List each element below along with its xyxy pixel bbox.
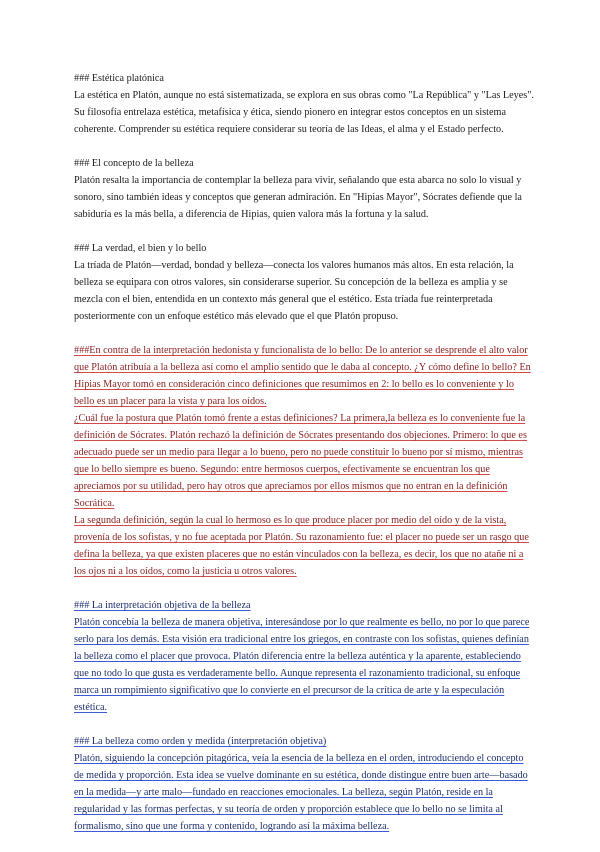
section-estetica-platonica xyxy=(74,70,534,138)
underlined-text: Platón concebía la belleza de manera objetiva, interesándose por lo que realmente es bello, no por lo que parece serlo para los demás. Esta visión era tradicional entre los griegos, en contraste con los sofistas, quienes definían la belleza como el placer que provoca. Platón diferencia entre la belleza auténtica y la aparente, estableciendo que no todo lo que gusta es verdaderamente bello. Aunque representa el razonamiento tradicional, su enfoque marca un rompimiento significativo que lo convierte en el precursor de la crítica de arte y la especulación estética. xyxy=(74,617,530,713)
section-heading: ### Estética platónica xyxy=(74,73,164,84)
section-interpretacion-hedonista xyxy=(74,342,534,580)
section-heading-underlined xyxy=(74,597,534,614)
section-paragraph-underlined xyxy=(74,750,534,835)
section-concepto-belleza xyxy=(74,155,534,223)
underlined-text: ### La belleza como orden y medida (interpretación objetiva) xyxy=(74,736,327,747)
section-paragraph: La estética en Platón, aunque no está sistematizada, se explora en sus obras como "La República" y "Las Leyes". Su filosofía entrelaza estética, metafísica y ética, siendo pionero en integrar estos conceptos en un sistema coherente. Comprender su estética requiere considerar su teoría de las Ideas, el alma y el Estado perfecto. xyxy=(74,90,534,135)
section-orden-medida xyxy=(74,733,534,835)
underlined-text: La segunda definición, según la cual lo hermoso es lo que produce placer por medio del oído y de la vista, provenía de los sofistas, y no fue aceptada por Platón. Su razonamiento fue: el placer no puede ser un rasgo que defina la belleza, ya que existen placeres que no están vinculados con la belleza, es decir, los que no atañe ni a los ojos ni a los oídos, como la justicia u otros valores. xyxy=(74,515,529,577)
section-heading: ### El concepto de la belleza xyxy=(74,158,194,169)
section-paragraph: Platón resalta la importancia de contemplar la belleza para vivir, señalando que esta abarca no solo lo visual y sonoro, sino también ideas y conceptos que generan admiración. En "Hipias Mayor", Sócrates defiende que la sabiduría es la más bella, a diferencia de Hipias, quien valora más la fortuna y la salud. xyxy=(74,175,522,220)
underlined-text: ¿Cuál fue la postura que Platón tomó frente a estas definiciones? La primera,la belleza es lo conveniente fue la definición de Sócrates. Platón rechazó la definición de Sócrates presentando dos objeciones. Primero: lo que es adecuado puede ser un medio para llegar a lo bueno, pero no puede constituir lo bueno por sí mismo, mientras que lo bello siempre es bueno. Segundo: entre hermosos cuerpos, efectivamente se encuentran los que apreciamos por su utilidad, pero hay otros que apreciamos por ellos mismos que no entran en la definición Socrática. xyxy=(74,413,527,509)
section-heading-underlined xyxy=(74,733,534,750)
section-interpretacion-objetiva xyxy=(74,597,534,716)
section-paragraph-underlined xyxy=(74,410,534,512)
document-page xyxy=(74,70,534,852)
section-heading: ### La verdad, el bien y lo bello xyxy=(74,243,207,254)
section-paragraph-underlined xyxy=(74,512,534,580)
section-paragraph: La tríada de Platón—verdad, bondad y belleza—conecta los valores humanos más altos. En esta relación, la belleza se equipara con otros valores, sin considerarse superior. Su concepción de la belleza es amplia y se mezcla con el bien, entendida en un contexto más general que el estético. Esta tríada fue reinterpretada posteriormente con un enfoque estético más elevado que el que Platón propuso. xyxy=(74,260,514,322)
section-paragraph-underlined xyxy=(74,342,534,410)
underlined-text: ### La interpretación objetiva de la belleza xyxy=(74,600,251,611)
section-paragraph-underlined xyxy=(74,614,534,716)
underlined-text: Platón, siguiendo la concepción pitagórica, veía la esencia de la belleza en el orden, introduciendo el concepto de medida y proporción. Esta idea se vuelve dominante en su estética, donde distingue entre buen arte—basado en la medida—y arte malo—fundado en reacciones emocionales. La belleza, según Platón, reside en la regularidad y las formas perfectas, y su teoría de orden y proporción establece que lo bello no se limita al formalismo, sino que une forma y contenido, logrando así la máxima belleza. xyxy=(74,753,528,832)
section-verdad-bien-bello xyxy=(74,240,534,325)
underlined-text: ###En contra de la interpretación hedonista y funcionalista de lo bello: De lo anterior se desprende el alto valor que Platón atribuía a la belleza así como el amplio sentido que le daba al concepto. ¿Y cómo define lo bello? En Hipias Mayor tomó en consideración cinco definiciones que resumimos en 2: lo bello es lo conveniente y lo bello es un placer para la vista y para los oídos. xyxy=(74,345,531,407)
